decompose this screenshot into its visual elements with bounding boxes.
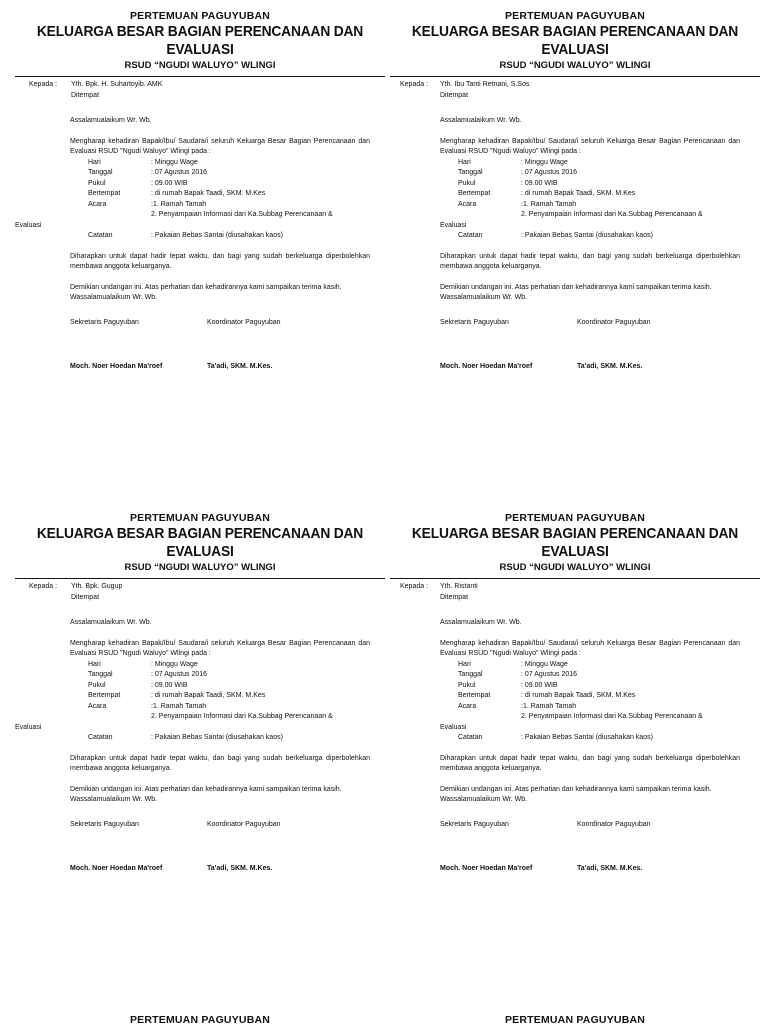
recipient-name: Yth. Bpk. Gugup: [71, 583, 123, 590]
pukul-value: : 09.00 WIB: [151, 179, 188, 187]
koordinator-label: Koordinator Paguyuban: [577, 820, 651, 828]
sekretaris-label: Sekretaris Paguyuban: [70, 820, 139, 828]
hari-value: : Minggu Wage: [521, 660, 568, 668]
hari-label: Hari: [458, 158, 471, 166]
signature-block: [70, 820, 370, 880]
invitation-card: [390, 10, 760, 450]
koordinator-label: Koordinator Paguyuban: [207, 820, 281, 828]
recipient-block: [15, 80, 385, 104]
harap-text: Diharapkan untuk dapat hadir tepat waktu, dan bagi yang sudah berkeluarga diperbolehkan membawa anggota keluarganya.: [70, 252, 370, 270]
bertempat-value: : di rumah Bapak Taadi, SKM. M.Kes: [151, 692, 266, 699]
kepada-label: Kepada :: [29, 81, 58, 88]
invitation-card: [390, 512, 760, 952]
bertempat-value: : di rumah Bapak Taadi, SKM. M.Kes: [521, 692, 636, 699]
acara-label: Acara: [458, 702, 477, 710]
intro-text: Mengharap kehadiran Bapak/Ibu/ Saudara/i seluruh Keluarga Besar Bagian Perencanaan dan Evaluasi RSUD "Ngudi Waluyo" Wlingi pada :: [440, 639, 740, 657]
catatan-value: : Pakaian Bebas Santai (diusahakan kaos): [151, 232, 283, 239]
tanggal-value: : 07 Agustus 2016: [151, 671, 208, 678]
catatan-label: Catatan: [458, 232, 483, 239]
recipient-name: Yth. Ristanti: [440, 583, 478, 590]
signature-block: [440, 318, 740, 378]
header-line3: RSUD “NGUDI WALUYO” WLINGI: [499, 60, 651, 71]
wassalam: Wassalamualaikum Wr. Wb.: [70, 796, 158, 803]
card-header: [390, 10, 760, 72]
sekretaris-label: Sekretaris Paguyuban: [440, 820, 509, 828]
catatan-label: Catatan: [458, 734, 483, 741]
di-tempat: Ditempat: [440, 92, 469, 99]
hari-value: : Minggu Wage: [521, 158, 568, 166]
header-line1: PERTEMUAN PAGUYUBAN: [129, 10, 271, 22]
salam: Assalamualaikum Wr. Wb.: [440, 117, 522, 124]
acara-value-2: 2. Penyampaian Informasi dari Ka.Subbag Perencanaan &: [151, 713, 333, 720]
acara-value-3: Evaluasi: [15, 723, 42, 731]
sekretaris-name: Moch. Noer Hoedan Ma'roef: [440, 864, 533, 872]
di-tempat: Ditempat: [71, 594, 100, 601]
acara-label: Acara: [458, 200, 477, 208]
koordinator-name: Ta'adi, SKM. M.Kes.: [207, 362, 273, 370]
harap-text: Diharapkan untuk dapat hadir tepat waktu, dan bagi yang sudah berkeluarga diperbolehkan membawa anggota keluarganya.: [440, 252, 740, 270]
kepada-label: Kepada :: [29, 583, 58, 590]
acara-value-1: :1. Ramah Tamah: [521, 702, 577, 710]
bertempat-value: : di rumah Bapak Taadi, SKM. M.Kes: [151, 190, 266, 197]
wassalam: Wassalamualaikum Wr. Wb.: [70, 294, 158, 301]
di-tempat: Ditempat: [440, 594, 469, 601]
pukul-label: Pukul: [458, 179, 476, 187]
tanggal-label: Tanggal: [458, 169, 483, 176]
recipient-name: Yth. Bpk. H. Suhartoyib. AMK: [71, 81, 163, 88]
acara-value-1: :1. Ramah Tamah: [151, 200, 207, 208]
bertempat-label: Bertempat: [88, 692, 121, 699]
divider: [15, 578, 385, 579]
divider: [15, 76, 385, 77]
acara-value-2: 2. Penyampaian Informasi dari Ka.Subbag Perencanaan &: [521, 211, 703, 218]
divider: [390, 578, 760, 579]
kepada-label: Kepada :: [400, 583, 429, 590]
wassalam: Wassalamualaikum Wr. Wb.: [440, 796, 528, 803]
card-header: [15, 10, 385, 72]
sekretaris-label: Sekretaris Paguyuban: [70, 318, 139, 326]
divider: [390, 76, 760, 77]
acara-value-1: :1. Ramah Tamah: [151, 702, 207, 710]
pukul-label: Pukul: [88, 179, 106, 187]
demikian-text: Demikian undangan ini. Atas perhatian dan kehadirannya kami sampaikan terima kasih.: [440, 785, 712, 793]
header-line1: PERTEMUAN PAGUYUBAN: [504, 512, 646, 524]
catatan-value: : Pakaian Bebas Santai (diusahakan kaos): [521, 232, 653, 239]
header-line3: RSUD “NGUDI WALUYO” WLINGI: [499, 562, 651, 573]
invitation-card-partial: [15, 1014, 385, 1026]
bertempat-value: : di rumah Bapak Taadi, SKM. M.Kes: [521, 190, 636, 197]
sekretaris-name: Moch. Noer Hoedan Ma'roef: [70, 864, 163, 872]
intro-text: Mengharap kehadiran Bapak/Ibu/ Saudara/i seluruh Keluarga Besar Bagian Perencanaan dan Evaluasi RSUD "Ngudi Waluyo" Wlingi pada :: [70, 137, 370, 155]
tanggal-value: : 07 Agustus 2016: [521, 169, 578, 176]
koordinator-label: Koordinator Paguyuban: [207, 318, 281, 326]
pukul-value: : 09.00 WIB: [521, 681, 558, 689]
acara-label: Acara: [88, 200, 107, 208]
header-line1: PERTEMUAN PAGUYUBAN: [129, 512, 271, 524]
signature-block: [70, 318, 370, 378]
catatan-value: : Pakaian Bebas Santai (diusahakan kaos): [151, 734, 283, 741]
acara-value-3: Evaluasi: [440, 221, 467, 229]
header-line3: RSUD “NGUDI WALUYO” WLINGI: [124, 60, 276, 71]
recipient-name: Yth. Ibu Tanti Retnani, S.Sos: [440, 81, 530, 88]
header-line2: KELUARGA BESAR BAGIAN PERENCANAAN DAN EVALUASI: [36, 525, 364, 560]
salam: Assalamualaikum Wr. Wb.: [70, 619, 152, 626]
acara-value-2: 2. Penyampaian Informasi dari Ka.Subbag Perencanaan &: [151, 211, 333, 218]
hari-label: Hari: [88, 660, 101, 668]
tanggal-value: : 07 Agustus 2016: [521, 671, 578, 678]
pukul-label: Pukul: [88, 681, 106, 689]
tanggal-label: Tanggal: [88, 671, 113, 678]
acara-value-3: Evaluasi: [15, 221, 42, 229]
hari-value: : Minggu Wage: [151, 660, 198, 668]
pukul-value: : 09.00 WIB: [151, 681, 188, 689]
koordinator-name: Ta'adi, SKM. M.Kes.: [577, 362, 643, 370]
header-line1: PERTEMUAN PAGUYUBAN: [129, 1014, 271, 1026]
harap-text: Diharapkan untuk dapat hadir tepat waktu, dan bagi yang sudah berkeluarga diperbolehkan membawa anggota keluarganya.: [70, 754, 370, 772]
card-header: [15, 512, 385, 574]
recipient-block: [390, 80, 760, 104]
demikian-text: Demikian undangan ini. Atas perhatian dan kehadirannya kami sampaikan terima kasih.: [70, 785, 342, 793]
acara-value-3: Evaluasi: [440, 723, 467, 731]
sekretaris-label: Sekretaris Paguyuban: [440, 318, 509, 326]
koordinator-name: Ta'adi, SKM. M.Kes.: [577, 864, 643, 872]
salam: Assalamualaikum Wr. Wb.: [70, 117, 152, 124]
sekretaris-name: Moch. Noer Hoedan Ma'roef: [70, 362, 163, 370]
harap-text: Diharapkan untuk dapat hadir tepat waktu, dan bagi yang sudah berkeluarga diperbolehkan membawa anggota keluarganya.: [440, 754, 740, 772]
pukul-value: : 09.00 WIB: [521, 179, 558, 187]
bertempat-label: Bertempat: [88, 190, 121, 197]
header-line3: RSUD “NGUDI WALUYO” WLINGI: [124, 562, 276, 573]
koordinator-label: Koordinator Paguyuban: [577, 318, 651, 326]
hari-label: Hari: [458, 660, 471, 668]
salam: Assalamualaikum Wr. Wb.: [440, 619, 522, 626]
intro-text: Mengharap kehadiran Bapak/Ibu/ Saudara/i seluruh Keluarga Besar Bagian Perencanaan dan Evaluasi RSUD "Ngudi Waluyo" Wlingi pada :: [440, 137, 740, 155]
tanggal-label: Tanggal: [458, 671, 483, 678]
pukul-label: Pukul: [458, 681, 476, 689]
recipient-block: [15, 582, 385, 606]
intro-text: Mengharap kehadiran Bapak/Ibu/ Saudara/i seluruh Keluarga Besar Bagian Perencanaan dan Evaluasi RSUD "Ngudi Waluyo" Wlingi pada :: [70, 639, 370, 657]
catatan-label: Catatan: [88, 232, 113, 239]
demikian-text: Demikian undangan ini. Atas perhatian dan kehadirannya kami sampaikan terima kasih.: [440, 283, 712, 291]
recipient-block: [390, 582, 760, 606]
acara-value-2: 2. Penyampaian Informasi dari Ka.Subbag Perencanaan &: [521, 713, 703, 720]
sekretaris-name: Moch. Noer Hoedan Ma'roef: [440, 362, 533, 370]
catatan-label: Catatan: [88, 734, 113, 741]
di-tempat: Ditempat: [71, 92, 100, 99]
invitation-card: [15, 512, 385, 952]
bertempat-label: Bertempat: [458, 190, 491, 197]
acara-value-1: :1. Ramah Tamah: [521, 200, 577, 208]
demikian-text: Demikian undangan ini. Atas perhatian dan kehadirannya kami sampaikan terima kasih.: [70, 283, 342, 291]
tanggal-label: Tanggal: [88, 169, 113, 176]
acara-label: Acara: [88, 702, 107, 710]
koordinator-name: Ta'adi, SKM. M.Kes.: [207, 864, 273, 872]
hari-label: Hari: [88, 158, 101, 166]
signature-block: [440, 820, 740, 880]
invitation-card-partial: [390, 1014, 760, 1026]
header-line1: PERTEMUAN PAGUYUBAN: [504, 1014, 646, 1026]
header-line1: PERTEMUAN PAGUYUBAN: [504, 10, 646, 22]
bertempat-label: Bertempat: [458, 692, 491, 699]
tanggal-value: : 07 Agustus 2016: [151, 169, 208, 176]
card-header: [390, 512, 760, 574]
invitation-card: [15, 10, 385, 450]
kepada-label: Kepada :: [400, 81, 429, 88]
wassalam: Wassalamualaikum Wr. Wb.: [440, 294, 528, 301]
header-line2: KELUARGA BESAR BAGIAN PERENCANAAN DAN EVALUASI: [411, 23, 739, 58]
header-line2: KELUARGA BESAR BAGIAN PERENCANAAN DAN EVALUASI: [411, 525, 739, 560]
hari-value: : Minggu Wage: [151, 158, 198, 166]
catatan-value: : Pakaian Bebas Santai (diusahakan kaos): [521, 734, 653, 741]
header-line2: KELUARGA BESAR BAGIAN PERENCANAAN DAN EVALUASI: [36, 23, 364, 58]
